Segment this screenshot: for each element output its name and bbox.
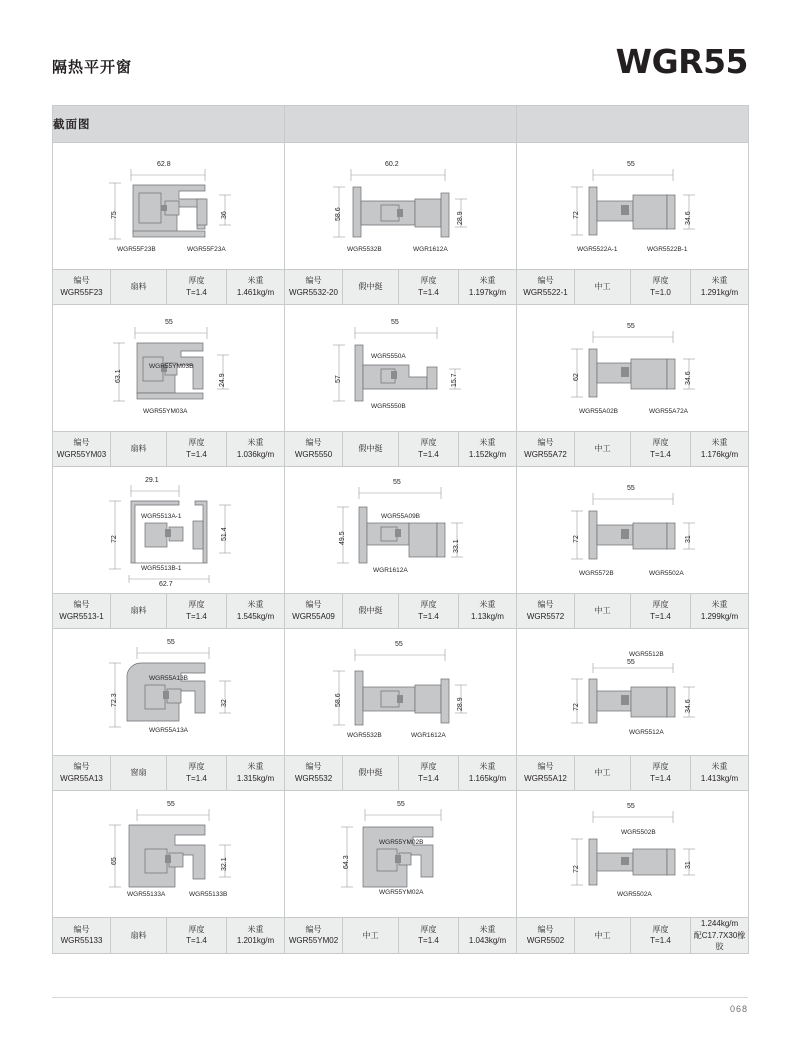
part-label: WGR5502A xyxy=(617,891,652,898)
spec-thickness-11: 厚度 T=1.4 xyxy=(399,756,459,791)
drawing-cell-3: 55 72 34.6 WGR5522A-1 WGR5522B-1 xyxy=(517,143,749,270)
spec-thickness-15: 厚度 T=1.4 xyxy=(631,918,691,954)
spec-code-11: 编号 WGR5532 xyxy=(285,756,343,791)
spec-code-1: 编号 WGR55F23 xyxy=(53,270,111,305)
drawing-cell-9: 55 72 31 WGR5572B WGR5502A xyxy=(517,467,749,594)
part-label: WGR55YM03B xyxy=(149,363,194,370)
spec-thickness-13: 厚度 T=1.4 xyxy=(167,918,227,954)
spec-weight-1: 米重 1.461kg/m xyxy=(227,270,285,305)
part-label: WGR55A09B xyxy=(381,513,421,520)
part-label: WGR5502A xyxy=(649,570,684,577)
spec-thickness-14: 厚度 T=1.4 xyxy=(399,918,459,954)
part-label: WGR55F23B xyxy=(117,246,156,253)
footer-divider xyxy=(52,997,748,998)
drawing-cell-13: 55 65 32.1 WGR55133A WGR55133B xyxy=(53,791,285,918)
spec-type-2: 假中挺 xyxy=(343,270,399,305)
spec-thickness-3: 厚度 T=1.0 xyxy=(631,270,691,305)
drawing-row-1 xyxy=(53,143,749,270)
spec-weight-13: 米重 1.201kg/m xyxy=(227,918,285,954)
drawing-row-2 xyxy=(53,305,749,432)
spec-weight-4: 米重 1.036kg/m xyxy=(227,432,285,467)
part-label: WGR55YM03A xyxy=(143,408,188,415)
drawing-cell-10: 55 72.3 32 WGR55A13B WGR55A13A xyxy=(53,629,285,756)
spec-type-7: 扇料 xyxy=(111,594,167,629)
spec-code-4: 编号 WGR55YM03 xyxy=(53,432,111,467)
spec-weight-2: 米重 1.197kg/m xyxy=(459,270,517,305)
spec-thickness-9: 厚度 T=1.4 xyxy=(631,594,691,629)
spec-code-2: 编号 WGR5532-20 xyxy=(285,270,343,305)
section-band-row xyxy=(53,106,749,143)
part-label: WGR55YM02B xyxy=(379,839,424,846)
spec-weight-14: 米重 1.043kg/m xyxy=(459,918,517,954)
part-label: WGR1612A xyxy=(411,732,446,739)
part-label: WGR5512B xyxy=(629,651,664,658)
spec-row-1 xyxy=(53,270,749,305)
spec-type-1: 扇料 xyxy=(111,270,167,305)
spec-type-12: 中工 xyxy=(575,756,631,791)
part-label: WGR55A72A xyxy=(649,408,689,415)
spec-thickness-4: 厚度 T=1.4 xyxy=(167,432,227,467)
part-label: WGR5502B xyxy=(621,829,656,836)
page-number: 068 xyxy=(729,1004,748,1014)
spec-thickness-6: 厚度 T=1.4 xyxy=(631,432,691,467)
part-label: WGR5522A-1 xyxy=(577,246,618,253)
spec-weight-12: 米重 1.413kg/m xyxy=(691,756,749,791)
part-label: WGR5513A-1 xyxy=(141,513,182,520)
spec-type-5: 假中挺 xyxy=(343,432,399,467)
part-label: WGR5532B xyxy=(347,246,382,253)
drawing-row-5 xyxy=(53,791,749,918)
drawing-cell-14: 55 64.3 WGR55YM02B WGR55YM02A xyxy=(285,791,517,918)
drawing-row-3 xyxy=(53,467,749,594)
spec-weight-11: 米重 1.165kg/m xyxy=(459,756,517,791)
drawing-cell-2: 60.2 58.6 28.9 WGR5532B WGR1612A xyxy=(285,143,517,270)
spec-type-15: 中工 xyxy=(575,918,631,954)
part-label: WGR55YM02A xyxy=(379,889,424,896)
part-label: WGR55F23A xyxy=(187,246,226,253)
part-label: WGR5550A xyxy=(371,353,406,360)
drawing-cell-11: 55 58.6 28.9 WGR5532B WGR1612A xyxy=(285,629,517,756)
part-label: WGR55133B xyxy=(189,891,228,898)
drawing-cell-4: 55 63.1 24.9 WGR55YM03B WGR55YM03A xyxy=(53,305,285,432)
spec-type-11: 假中挺 xyxy=(343,756,399,791)
drawing-cell-7: 29.1 72 51.4 62.7 WGR5513A-1 WGR5513B-1 xyxy=(53,467,285,594)
spec-code-6: 编号 WGR55A72 xyxy=(517,432,575,467)
part-label: WGR55A02B xyxy=(579,408,619,415)
spec-thickness-10: 厚度 T=1.4 xyxy=(167,756,227,791)
part-label: WGR1612A xyxy=(373,567,408,574)
spec-code-10: 编号 WGR55A13 xyxy=(53,756,111,791)
spec-type-13: 扇料 xyxy=(111,918,167,954)
drawing-cell-6: 55 62 34.6 WGR55A02B WGR55A72A xyxy=(517,305,749,432)
spec-thickness-8: 厚度 T=1.4 xyxy=(399,594,459,629)
part-label: WGR1612A xyxy=(413,246,448,253)
section-band-spacer-1 xyxy=(285,106,517,143)
spec-code-15: 编号 WGR5502 xyxy=(517,918,575,954)
part-label: WGR55A13A xyxy=(149,727,189,734)
spec-code-3: 编号 WGR5522-1 xyxy=(517,270,575,305)
spec-weight-3: 米重 1.291kg/m xyxy=(691,270,749,305)
spec-weight-10: 米重 1.315kg/m xyxy=(227,756,285,791)
page-header xyxy=(52,42,748,92)
series-code: WGR55 xyxy=(615,42,748,81)
spec-code-8: 编号 WGR55A09 xyxy=(285,594,343,629)
spec-row-2 xyxy=(53,432,749,467)
drawing-cell-1: 62.8 75 36 WGR55F23B WGR55F23A xyxy=(53,143,285,270)
spec-weight-8: 米重 1.13kg/m xyxy=(459,594,517,629)
drawing-cell-12: WGR5512B 55 72 34.6 WGR5512A xyxy=(517,629,749,756)
spec-thickness-1: 厚度 T=1.4 xyxy=(167,270,227,305)
part-label: WGR5532B xyxy=(347,732,382,739)
spec-thickness-12: 厚度 T=1.4 xyxy=(631,756,691,791)
spec-type-8: 假中挺 xyxy=(343,594,399,629)
part-label: WGR55A13B xyxy=(149,675,189,682)
part-label: WGR5572B xyxy=(579,570,614,577)
spec-row-4 xyxy=(53,756,749,791)
spec-weight-5: 米重 1.152kg/m xyxy=(459,432,517,467)
spec-thickness-2: 厚度 T=1.4 xyxy=(399,270,459,305)
spec-weight-6: 米重 1.176kg/m xyxy=(691,432,749,467)
spec-code-9: 编号 WGR5572 xyxy=(517,594,575,629)
part-label: WGR5512A xyxy=(629,729,664,736)
drawing-cell-5: 55 57 15.7 WGR5550A WGR5550B xyxy=(285,305,517,432)
spec-row-5 xyxy=(53,918,749,954)
spec-weight-7: 米重 1.545kg/m xyxy=(227,594,285,629)
spec-thickness-7: 厚度 T=1.4 xyxy=(167,594,227,629)
profile-table xyxy=(52,105,749,954)
part-label: WGR55133A xyxy=(127,891,166,898)
spec-type-14: 中工 xyxy=(343,918,399,954)
page-title: 隔热平开窗 xyxy=(52,59,133,76)
spec-code-12: 编号 WGR55A12 xyxy=(517,756,575,791)
spec-thickness-5: 厚度 T=1.4 xyxy=(399,432,459,467)
spec-code-14: 编号 WGR55YM02 xyxy=(285,918,343,954)
spec-type-9: 中工 xyxy=(575,594,631,629)
spec-type-4: 扇料 xyxy=(111,432,167,467)
part-label: WGR5550B xyxy=(371,403,406,410)
spec-code-5: 编号 WGR5550 xyxy=(285,432,343,467)
part-label: WGR5513B-1 xyxy=(141,565,182,572)
spec-type-6: 中工 xyxy=(575,432,631,467)
spec-row-3 xyxy=(53,594,749,629)
spec-code-7: 编号 WGR5513-1 xyxy=(53,594,111,629)
spec-type-3: 中工 xyxy=(575,270,631,305)
drawing-cell-8: 55 49.5 33.1 WGR55A09B WGR1612A xyxy=(285,467,517,594)
drawing-cell-15: 55 WGR5502B 72 31 WGR5502A xyxy=(517,791,749,918)
drawing-row-4 xyxy=(53,629,749,756)
spec-weight-9: 米重 1.299kg/m xyxy=(691,594,749,629)
spec-code-13: 编号 WGR55133 xyxy=(53,918,111,954)
spec-weight-15: 1.244kg/m 配C17.7X30橡胶 xyxy=(691,918,749,954)
section-band-spacer-2 xyxy=(517,106,749,143)
part-label: WGR5522B-1 xyxy=(647,246,688,253)
spec-type-10: 窗扇 xyxy=(111,756,167,791)
section-band-label: 截面图 xyxy=(53,106,285,143)
